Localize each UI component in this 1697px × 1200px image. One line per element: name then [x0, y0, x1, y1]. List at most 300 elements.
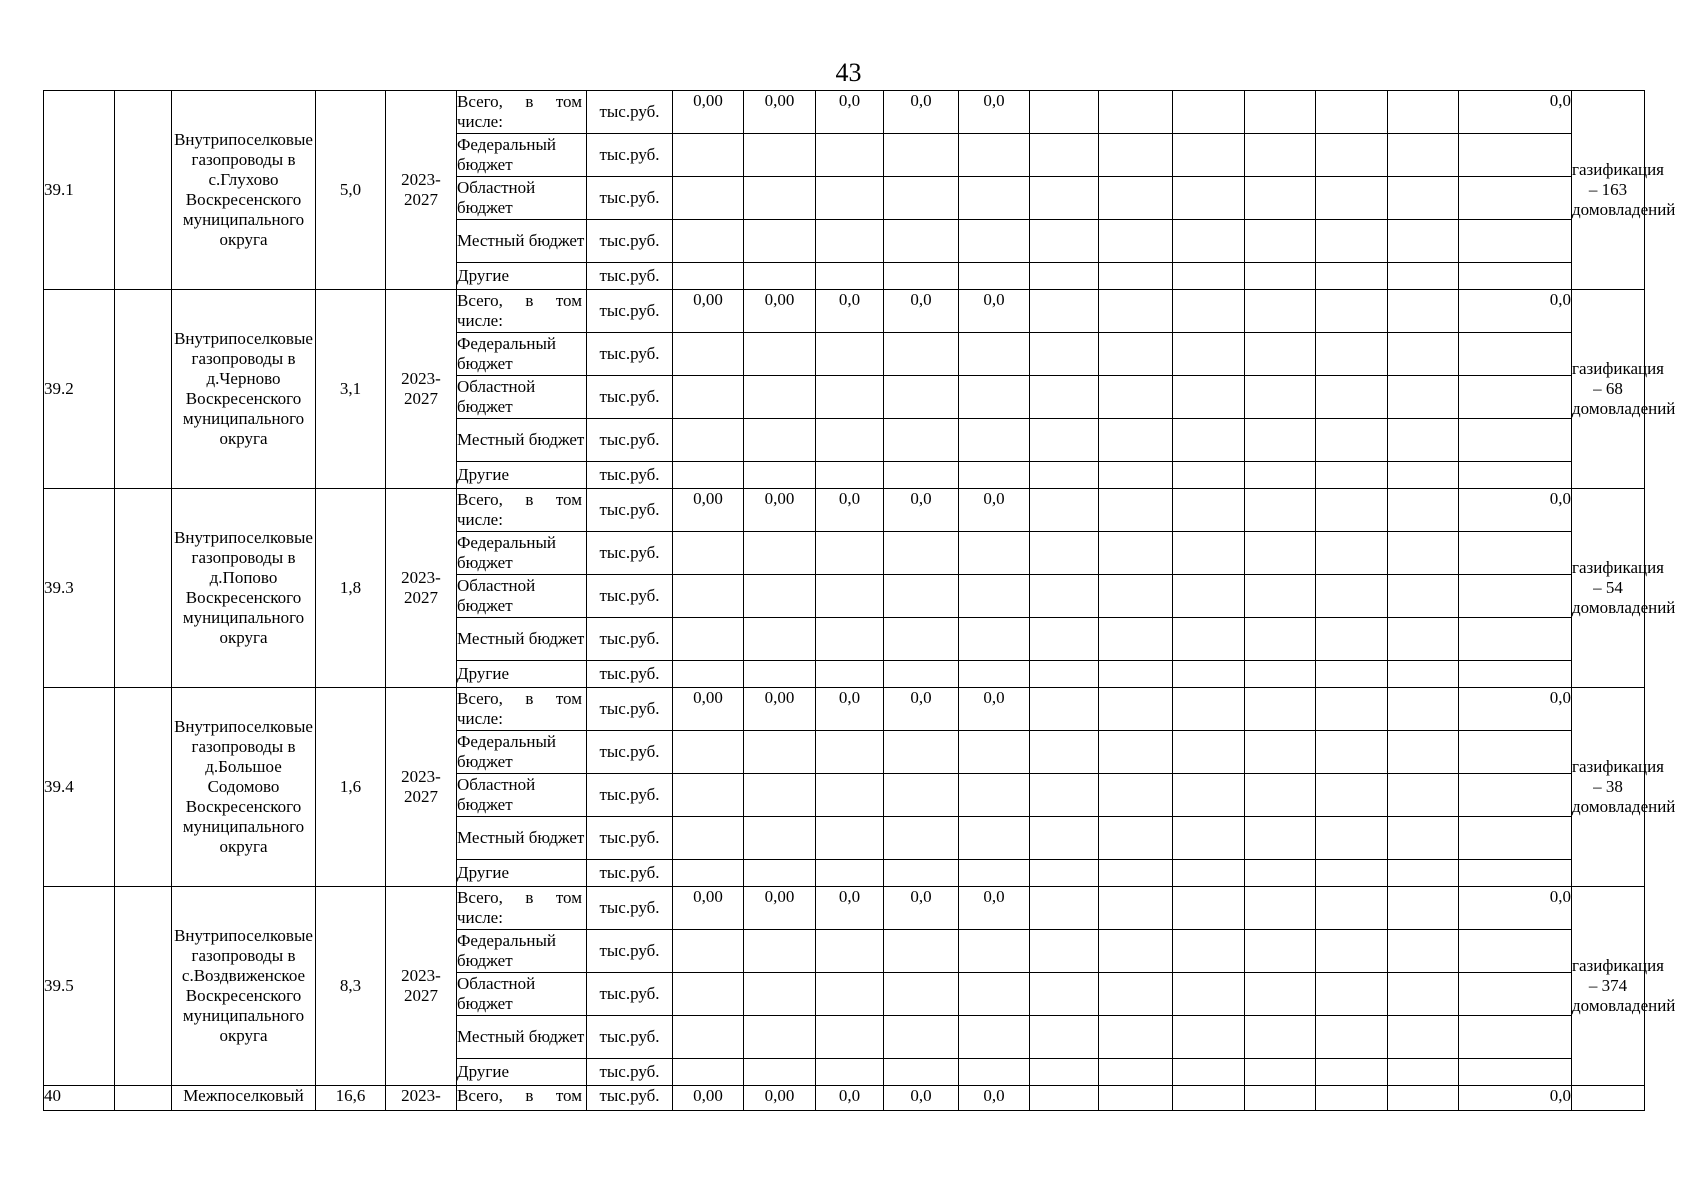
- empty-cell: [1099, 220, 1173, 263]
- amount-v2: 0,00: [744, 91, 816, 134]
- empty-cell: [1388, 263, 1459, 290]
- empty-cell: [1245, 134, 1316, 177]
- empty-cell: [1099, 973, 1173, 1016]
- empty-cell: [959, 419, 1030, 462]
- empty-cell: [884, 333, 959, 376]
- source-total-word: Всего,: [457, 92, 503, 111]
- empty-cell: [1316, 489, 1388, 532]
- empty-cell: [1099, 177, 1173, 220]
- empty-cell: [1388, 177, 1459, 220]
- empty-cell: [744, 860, 816, 887]
- empty-cell: [1388, 817, 1459, 860]
- pipeline-length: 1,6: [316, 688, 386, 887]
- source-total: [457, 290, 587, 333]
- item-number: 39.1: [44, 91, 115, 290]
- empty-cell: [1099, 489, 1173, 532]
- empty-cell: [959, 930, 1030, 973]
- unit: тыс.руб.: [587, 688, 673, 731]
- empty-cell: [1173, 575, 1245, 618]
- empty-cell: [1099, 532, 1173, 575]
- source-federal: Федеральный бюджет: [457, 333, 587, 376]
- empty-cell: [959, 220, 1030, 263]
- empty-cell: [1388, 661, 1459, 688]
- source-federal: Федеральный бюджет: [457, 930, 587, 973]
- empty-cell: [1388, 376, 1459, 419]
- empty-cell: [1030, 134, 1099, 177]
- empty-cell: [816, 263, 884, 290]
- amount-v3: 0,0: [816, 290, 884, 333]
- amount-v5: 0,0: [959, 489, 1030, 532]
- empty-cell: [1099, 661, 1173, 688]
- empty-cell: [1459, 263, 1572, 290]
- unit: тыс.руб.: [587, 462, 673, 489]
- empty-cell: [1030, 1016, 1099, 1059]
- empty-cell: [1245, 661, 1316, 688]
- empty-cell: [959, 532, 1030, 575]
- source-other: Другие: [457, 661, 587, 688]
- empty-cell: [884, 930, 959, 973]
- empty-cell: [1388, 134, 1459, 177]
- empty-cell: [959, 618, 1030, 661]
- unit: тыс.руб.: [587, 419, 673, 462]
- object-name: Внутрипоселковые газопроводы в д.Большое Содомово Воскресенского муниципального округа: [172, 688, 316, 887]
- source-total-word: Всего,: [457, 888, 503, 907]
- source-total-word: Всего,: [457, 490, 503, 509]
- empty-cell: [816, 177, 884, 220]
- empty-cell: [1459, 419, 1572, 462]
- empty-cell: [1388, 774, 1459, 817]
- unit: тыс.руб.: [587, 177, 673, 220]
- empty-cell: [1316, 887, 1388, 930]
- empty-cell: [959, 817, 1030, 860]
- item-number: 39.5: [44, 887, 115, 1086]
- expected-result: газификация – 374 домовладений: [1572, 887, 1645, 1086]
- empty-cell: [1173, 973, 1245, 1016]
- source-total-word: том: [555, 490, 582, 509]
- table-row: [44, 489, 1645, 532]
- empty-cell: [816, 462, 884, 489]
- empty-cell: [673, 817, 744, 860]
- source-total-word: в: [525, 490, 534, 509]
- empty-cell: [744, 930, 816, 973]
- source-regional: Областной бюджет: [457, 774, 587, 817]
- empty-cell: [1316, 731, 1388, 774]
- empty-cell: [1388, 575, 1459, 618]
- empty-cell: [1173, 661, 1245, 688]
- period: 2023-: [386, 1086, 457, 1111]
- empty-cell: [1099, 575, 1173, 618]
- unit: тыс.руб.: [587, 731, 673, 774]
- empty-cell: [1173, 177, 1245, 220]
- source-total-word: Всего,: [457, 689, 503, 708]
- empty-cell: [1459, 817, 1572, 860]
- empty-cell: [1388, 887, 1459, 930]
- empty-cell: [1245, 575, 1316, 618]
- empty-cell: [673, 930, 744, 973]
- table-row: [44, 688, 1645, 731]
- empty-cell: [959, 731, 1030, 774]
- empty-cell: [1173, 376, 1245, 419]
- empty-cell: [1099, 817, 1173, 860]
- empty-cell: [744, 973, 816, 1016]
- empty-cell: [959, 177, 1030, 220]
- empty-cell: [884, 860, 959, 887]
- empty-cell: [744, 1059, 816, 1086]
- empty-cell: [1316, 1059, 1388, 1086]
- table-row: [44, 1086, 1645, 1111]
- empty-cell: [1245, 462, 1316, 489]
- empty-cell: [816, 731, 884, 774]
- empty-cell: [1173, 532, 1245, 575]
- source-other: Другие: [457, 860, 587, 887]
- pipeline-length: 16,6: [316, 1086, 386, 1111]
- amount-v3: 0,0: [816, 1086, 884, 1111]
- empty-cell: [1099, 462, 1173, 489]
- empty-cell: [1099, 618, 1173, 661]
- empty-cell: [884, 575, 959, 618]
- amount-v4: 0,0: [884, 290, 959, 333]
- amount-v3: 0,0: [816, 489, 884, 532]
- amount-v2: 0,00: [744, 688, 816, 731]
- empty-cell: [744, 263, 816, 290]
- pipeline-length: 5,0: [316, 91, 386, 290]
- empty-cell: [816, 419, 884, 462]
- empty-cell: [1099, 688, 1173, 731]
- empty-cell: [884, 419, 959, 462]
- empty-cell: [884, 1016, 959, 1059]
- empty-cell: [816, 860, 884, 887]
- empty-cell: [884, 177, 959, 220]
- empty-cell: [1572, 1086, 1645, 1111]
- amount-total: 0,0: [1459, 1086, 1572, 1111]
- amount-v4: 0,0: [884, 489, 959, 532]
- source-other: Другие: [457, 1059, 587, 1086]
- amount-v5: 0,0: [959, 1086, 1030, 1111]
- source-local: Местный бюджет: [457, 1016, 587, 1059]
- empty-cell: [1459, 1016, 1572, 1059]
- empty-cell: [1030, 930, 1099, 973]
- pipeline-length: 3,1: [316, 290, 386, 489]
- source-total-word: том: [555, 689, 582, 708]
- expected-result: газификация – 54 домовладений: [1572, 489, 1645, 688]
- empty-cell: [744, 532, 816, 575]
- empty-cell: [1030, 177, 1099, 220]
- empty-cell: [816, 333, 884, 376]
- empty-cell: [1316, 532, 1388, 575]
- empty-cell: [884, 618, 959, 661]
- amount-total: 0,0: [1459, 489, 1572, 532]
- empty-cell: [1316, 91, 1388, 134]
- table-row: [44, 91, 1645, 134]
- empty-cell: [1030, 290, 1099, 333]
- empty-cell: [744, 333, 816, 376]
- empty-cell: [1173, 618, 1245, 661]
- empty-cell: [1245, 419, 1316, 462]
- empty-cell: [884, 1059, 959, 1086]
- period: 2023-2027: [386, 887, 457, 1086]
- empty-cell: [673, 177, 744, 220]
- empty-cell: [1099, 419, 1173, 462]
- empty-cell: [1459, 134, 1572, 177]
- empty-cell: [1316, 575, 1388, 618]
- empty-cell: [1173, 91, 1245, 134]
- period: 2023-2027: [386, 489, 457, 688]
- empty-cell: [1245, 220, 1316, 263]
- empty-cell: [1388, 618, 1459, 661]
- source-total-word: том: [555, 92, 582, 111]
- pipeline-length: 8,3: [316, 887, 386, 1086]
- source-regional: Областной бюджет: [457, 177, 587, 220]
- empty-cell: [884, 220, 959, 263]
- source-federal: Федеральный бюджет: [457, 731, 587, 774]
- unit: тыс.руб.: [587, 887, 673, 930]
- source-total-word: в: [525, 92, 534, 111]
- amount-v1: 0,00: [673, 91, 744, 134]
- page-number: 43: [835, 58, 862, 87]
- unit: тыс.руб.: [587, 661, 673, 688]
- empty-cell: [1030, 419, 1099, 462]
- unit: тыс.руб.: [587, 774, 673, 817]
- empty-cell: [1459, 860, 1572, 887]
- amount-v3: 0,0: [816, 91, 884, 134]
- empty-cell: [744, 419, 816, 462]
- empty-cell: [744, 661, 816, 688]
- period: 2023-2027: [386, 290, 457, 489]
- source-total-word: том: [555, 1086, 582, 1105]
- amount-total: 0,0: [1459, 887, 1572, 930]
- empty-cell: [1030, 973, 1099, 1016]
- empty-cell: [959, 774, 1030, 817]
- source-regional: Областной бюджет: [457, 973, 587, 1016]
- empty-cell: [1173, 731, 1245, 774]
- amount-v4: 0,0: [884, 688, 959, 731]
- empty-cell: [673, 731, 744, 774]
- empty-cell: [1173, 462, 1245, 489]
- empty-cell: [744, 134, 816, 177]
- amount-v5: 0,0: [959, 91, 1030, 134]
- empty-cell: [1316, 1086, 1388, 1111]
- item-number: 40: [44, 1086, 115, 1111]
- amount-v3: 0,0: [816, 887, 884, 930]
- amount-v4: 0,0: [884, 887, 959, 930]
- empty-cell: [816, 1059, 884, 1086]
- empty-cell: [1459, 575, 1572, 618]
- item-number: 39.3: [44, 489, 115, 688]
- empty-cell: [1388, 1086, 1459, 1111]
- empty-cell: [959, 1059, 1030, 1086]
- empty-cell: [1173, 887, 1245, 930]
- empty-cell: [115, 91, 172, 290]
- empty-cell: [1316, 618, 1388, 661]
- item-number: 39.4: [44, 688, 115, 887]
- empty-cell: [744, 817, 816, 860]
- empty-cell: [1459, 774, 1572, 817]
- source-federal: Федеральный бюджет: [457, 134, 587, 177]
- table-row: [44, 887, 1645, 930]
- empty-cell: [1173, 817, 1245, 860]
- empty-cell: [673, 575, 744, 618]
- empty-cell: [1388, 688, 1459, 731]
- empty-cell: [115, 290, 172, 489]
- empty-cell: [1173, 930, 1245, 973]
- empty-cell: [1030, 220, 1099, 263]
- empty-cell: [1316, 376, 1388, 419]
- empty-cell: [1030, 333, 1099, 376]
- empty-cell: [1173, 263, 1245, 290]
- empty-cell: [1030, 774, 1099, 817]
- empty-cell: [1459, 731, 1572, 774]
- empty-cell: [1459, 532, 1572, 575]
- empty-cell: [1245, 91, 1316, 134]
- empty-cell: [744, 376, 816, 419]
- empty-cell: [1099, 263, 1173, 290]
- empty-cell: [1388, 1059, 1459, 1086]
- empty-cell: [115, 1086, 172, 1111]
- empty-cell: [1388, 489, 1459, 532]
- empty-cell: [673, 618, 744, 661]
- empty-cell: [816, 618, 884, 661]
- empty-cell: [1388, 930, 1459, 973]
- empty-cell: [1173, 860, 1245, 887]
- empty-cell: [1316, 688, 1388, 731]
- source-total-word: в: [525, 1086, 534, 1105]
- empty-cell: [673, 1016, 744, 1059]
- source-local: Местный бюджет: [457, 618, 587, 661]
- empty-cell: [1030, 731, 1099, 774]
- source-total: [457, 91, 587, 134]
- empty-cell: [1099, 333, 1173, 376]
- empty-cell: [1316, 333, 1388, 376]
- source-local: Местный бюджет: [457, 817, 587, 860]
- unit: тыс.руб.: [587, 376, 673, 419]
- amount-v1: 0,00: [673, 1086, 744, 1111]
- expected-result: газификация – 38 домовладений: [1572, 688, 1645, 887]
- empty-cell: [959, 973, 1030, 1016]
- empty-cell: [1173, 333, 1245, 376]
- empty-cell: [1099, 860, 1173, 887]
- empty-cell: [1173, 134, 1245, 177]
- unit: тыс.руб.: [587, 618, 673, 661]
- empty-cell: [1030, 91, 1099, 134]
- empty-cell: [1388, 91, 1459, 134]
- unit: тыс.руб.: [587, 489, 673, 532]
- empty-cell: [1099, 134, 1173, 177]
- empty-cell: [1030, 462, 1099, 489]
- item-number: 39.2: [44, 290, 115, 489]
- pipeline-length: 1,8: [316, 489, 386, 688]
- empty-cell: [1388, 731, 1459, 774]
- empty-cell: [1099, 290, 1173, 333]
- empty-cell: [1316, 263, 1388, 290]
- amount-v3: 0,0: [816, 688, 884, 731]
- unit: тыс.руб.: [587, 1016, 673, 1059]
- source-regional: Областной бюджет: [457, 575, 587, 618]
- empty-cell: [1030, 489, 1099, 532]
- unit: тыс.руб.: [587, 860, 673, 887]
- empty-cell: [673, 661, 744, 688]
- empty-cell: [1173, 419, 1245, 462]
- unit: тыс.руб.: [587, 532, 673, 575]
- expected-result: газификация – 68 домовладений: [1572, 290, 1645, 489]
- empty-cell: [884, 263, 959, 290]
- empty-cell: [1388, 462, 1459, 489]
- unit: тыс.руб.: [587, 290, 673, 333]
- empty-cell: [1245, 688, 1316, 731]
- empty-cell: [1245, 1086, 1316, 1111]
- amount-total: 0,0: [1459, 91, 1572, 134]
- amount-v1: 0,00: [673, 489, 744, 532]
- empty-cell: [744, 731, 816, 774]
- expected-result: газификация – 163 домовладений: [1572, 91, 1645, 290]
- source-total: [457, 1086, 587, 1111]
- empty-cell: [744, 618, 816, 661]
- object-name: Межпоселковый: [172, 1086, 316, 1111]
- empty-cell: [1030, 661, 1099, 688]
- empty-cell: [1316, 930, 1388, 973]
- empty-cell: [884, 532, 959, 575]
- empty-cell: [884, 376, 959, 419]
- empty-cell: [1173, 1059, 1245, 1086]
- source-total-word: Всего,: [457, 291, 503, 310]
- empty-cell: [1245, 263, 1316, 290]
- amount-v5: 0,0: [959, 290, 1030, 333]
- empty-cell: [1099, 1059, 1173, 1086]
- empty-cell: [673, 134, 744, 177]
- empty-cell: [1316, 817, 1388, 860]
- empty-cell: [816, 774, 884, 817]
- empty-cell: [1173, 220, 1245, 263]
- empty-cell: [1030, 1086, 1099, 1111]
- empty-cell: [1388, 419, 1459, 462]
- empty-cell: [1316, 661, 1388, 688]
- empty-cell: [1245, 489, 1316, 532]
- empty-cell: [816, 220, 884, 263]
- empty-cell: [1388, 290, 1459, 333]
- table-row: [44, 290, 1645, 333]
- unit: тыс.руб.: [587, 1086, 673, 1111]
- unit: тыс.руб.: [587, 333, 673, 376]
- empty-cell: [1099, 1086, 1173, 1111]
- empty-cell: [1245, 618, 1316, 661]
- empty-cell: [816, 376, 884, 419]
- empty-cell: [1245, 887, 1316, 930]
- empty-cell: [673, 860, 744, 887]
- empty-cell: [1245, 774, 1316, 817]
- empty-cell: [884, 134, 959, 177]
- empty-cell: [673, 462, 744, 489]
- empty-cell: [816, 973, 884, 1016]
- empty-cell: [744, 220, 816, 263]
- source-total-line2: числе:: [457, 908, 503, 927]
- amount-v5: 0,0: [959, 688, 1030, 731]
- empty-cell: [1030, 688, 1099, 731]
- unit: тыс.руб.: [587, 1059, 673, 1086]
- empty-cell: [1459, 618, 1572, 661]
- empty-cell: [744, 774, 816, 817]
- empty-cell: [1173, 290, 1245, 333]
- amount-v4: 0,0: [884, 91, 959, 134]
- object-name: Внутрипоселковые газопроводы в д.Попово Воскресенского муниципального округа: [172, 489, 316, 688]
- empty-cell: [1316, 973, 1388, 1016]
- amount-v2: 0,00: [744, 887, 816, 930]
- empty-cell: [1173, 774, 1245, 817]
- empty-cell: [816, 1016, 884, 1059]
- unit: тыс.руб.: [587, 220, 673, 263]
- empty-cell: [1099, 1016, 1173, 1059]
- empty-cell: [1099, 731, 1173, 774]
- empty-cell: [1030, 263, 1099, 290]
- amount-total: 0,0: [1459, 290, 1572, 333]
